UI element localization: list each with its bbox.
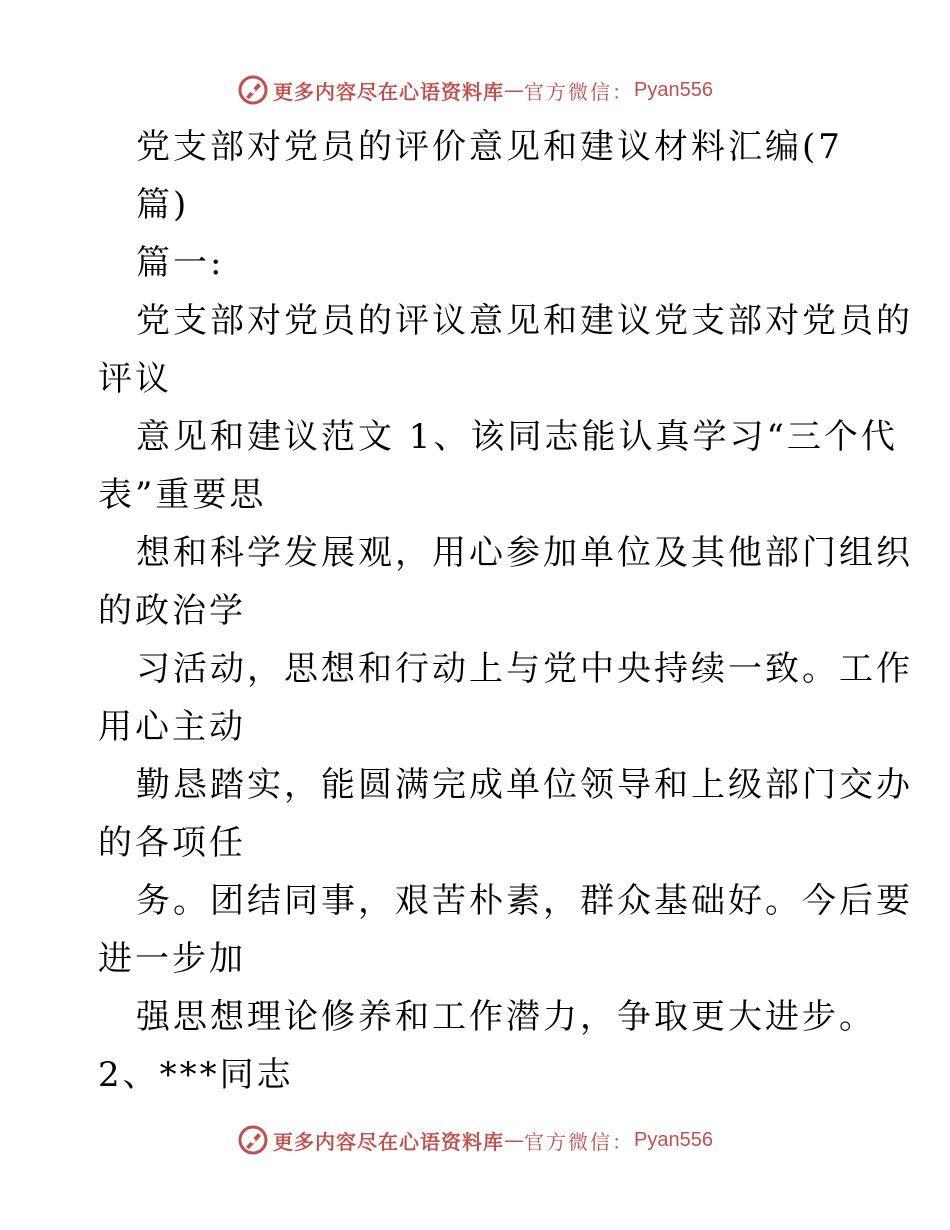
- watermark-wechat-id: Pyan556: [634, 1128, 713, 1151]
- watermark-text: 更多内容尽在心语资料库: [273, 1129, 505, 1154]
- watermark-banner-bottom: [0, 1120, 950, 1160]
- watermark-banner-top: [0, 70, 950, 110]
- paragraph-line: 2、***同志: [98, 1055, 294, 1095]
- paragraph-line: 勤恳踏实，能圆满完成单位领导和上级部门交办: [136, 765, 913, 805]
- pen-logo-icon: [237, 74, 269, 106]
- paragraph-line: 评议: [98, 359, 172, 399]
- paragraph-line: 进一步加: [98, 939, 246, 979]
- watermark-separator: —: [504, 78, 525, 102]
- paragraph-line: 务。团结同事，艰苦朴素，群众基础好。今后要: [136, 881, 913, 921]
- paragraph-line: 的各项任: [98, 823, 246, 863]
- paragraph-line: 党支部对党员的评议意见和建议党支部对党员的: [136, 301, 913, 341]
- paragraph-line: 表”重要思: [98, 475, 267, 515]
- document-title-line-1: 党支部对党员的评价意见和建议材料汇编(7: [136, 127, 843, 167]
- section-heading: 篇一:: [136, 243, 225, 283]
- paragraph-line: 强思想理论修养和工作潜力，争取更大进步。: [136, 997, 876, 1037]
- watermark-separator: —: [504, 1128, 525, 1152]
- watermark-wechat-label: 官方微信：: [524, 79, 635, 104]
- paragraph-line: 习活动，思想和行动上与党中央持续一致。工作: [136, 649, 913, 689]
- paragraph-line: 的政治学: [98, 591, 246, 631]
- watermark-wechat-id: Pyan556: [634, 78, 713, 101]
- document-body: [98, 118, 913, 1104]
- paragraph-line: 用心主动: [98, 707, 246, 747]
- watermark-text: 更多内容尽在心语资料库: [273, 79, 505, 104]
- paragraph-line: 想和科学发展观，用心参加单位及其他部门组织: [136, 533, 913, 573]
- watermark-wechat-label: 官方微信：: [524, 1129, 635, 1154]
- pen-logo-icon: [237, 1124, 269, 1156]
- document-title-line-2: 篇): [136, 185, 190, 225]
- paragraph-line: 意见和建议范文 1、该同志能认真学习“三个代: [136, 417, 898, 457]
